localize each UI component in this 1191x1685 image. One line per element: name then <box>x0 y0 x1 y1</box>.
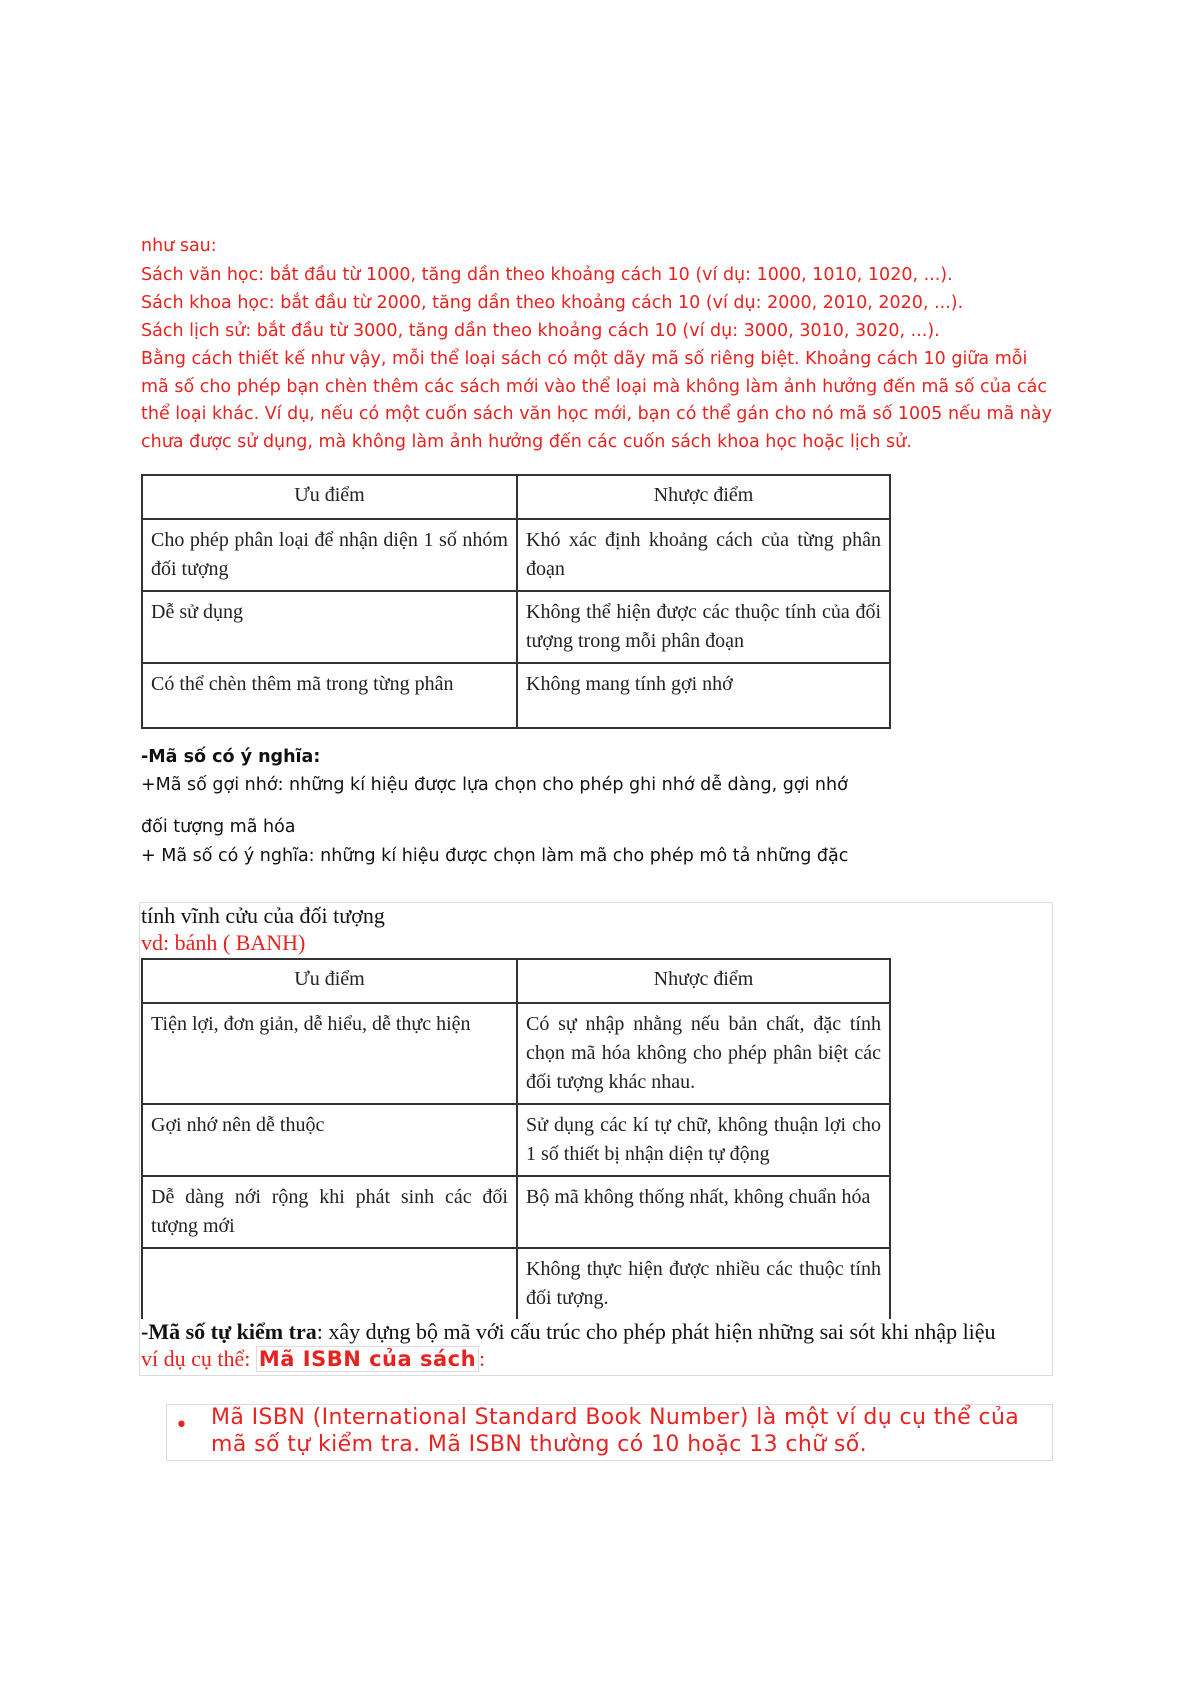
table-row <box>142 591 890 663</box>
isbn-highlight: Mã ISBN của sách <box>256 1346 479 1372</box>
table-cell: Dễ dàng nới rộng khi phát sinh các đối tượng mới <box>142 1176 517 1248</box>
example-banh: vd: bánh ( BANH) <box>141 930 306 955</box>
table-cell: Không thực hiện được nhiều các thuộc tính đối tượng. <box>517 1248 890 1320</box>
table-row <box>142 663 890 728</box>
meaningful-line-cont: tính vĩnh cửu của đối tượng <box>141 903 385 928</box>
intro-lead: như sau: <box>141 236 217 256</box>
table-cell: Khó xác định khoảng cách của từng phân đoạn <box>517 519 890 591</box>
table-row <box>142 519 890 591</box>
table-row <box>142 1104 890 1176</box>
table-cell: Có thể chèn thêm mã trong từng phân <box>142 663 517 728</box>
selfcheck-definition: : xây dựng bộ mã với cấu trúc cho phép phát hiện những sai sót khi nhập liệu <box>316 1319 996 1344</box>
intro-item-literature: Sách văn học: bắt đầu từ 1000, tăng dần theo khoảng cách 10 (ví dụ: 1000, 1010, 1020, ...). <box>141 265 953 285</box>
mnemonic-line-cont: đối tượng mã hóa <box>141 817 296 837</box>
table-header-pros: Ưu điểm <box>142 959 517 1003</box>
intro-item-history: Sách lịch sử: bắt đầu từ 3000, tăng dần theo khoảng cách 10 (ví dụ: 3000, 3010, 3020, ...). <box>141 321 940 341</box>
mnemonic-line: +Mã số gợi nhớ: những kí hiệu được lựa chọn cho phép ghi nhớ dễ dàng, gợi nhớ <box>141 775 848 795</box>
meaningful-heading: -Mã số có ý nghĩa: <box>141 747 321 767</box>
table-cell: Bộ mã không thống nhất, không chuẩn hóa <box>517 1176 890 1248</box>
selfcheck-line <box>141 1319 996 1345</box>
table-header-row <box>142 475 890 519</box>
table-cell: Cho phép phân loại để nhận diện 1 số nhóm đối tượng <box>142 519 517 591</box>
table-cell: Sử dụng các kí tự chữ, không thuận lợi cho 1 số thiết bị nhận diện tự động <box>517 1104 890 1176</box>
pros-cons-table-2 <box>141 958 891 1321</box>
intro-paragraph: Bằng cách thiết kế như vậy, mỗi thể loại sách có một dãy mã số riêng biệt. Khoảng cách 10 giữa mỗi mã số cho phép bạn chèn thêm các sách mới vào thể loại mà không làm ảnh hưởng đến mã số của các thể loại khác. Ví dụ, nếu có một cuốn sách văn học mới, bạn có thể gán cho nó mã số 1005 nếu mã này chưa được sử dụng, mà không làm ảnh hưởng đến các cuốn sách khoa học hoặc lịch sử. <box>141 349 1052 452</box>
table-header-cons: Nhược điểm <box>517 475 890 519</box>
table-cell: Không thể hiện được các thuộc tính của đối tượng trong mỗi phân đoạn <box>517 591 890 663</box>
example-suffix: : <box>479 1346 486 1371</box>
table-header-row <box>142 959 890 1003</box>
table-cell: Tiện lợi, đơn giản, dễ hiểu, dễ thực hiện <box>142 1003 517 1104</box>
table-cell <box>142 1248 517 1320</box>
table-cell: Không mang tính gợi nhớ <box>517 663 890 728</box>
isbn-bullet-text: Mã ISBN (International Standard Book Number) là một ví dụ cụ thể của mã số tự kiểm tra. Mã ISBN thường có 10 hoặc 13 chữ số. <box>211 1405 1020 1457</box>
table-row <box>142 1176 890 1248</box>
intro-item-science: Sách khoa học: bắt đầu từ 2000, tăng dần theo khoảng cách 10 (ví dụ: 2000, 2010, 2020, ...). <box>141 293 964 313</box>
table-header-pros: Ưu điểm <box>142 475 517 519</box>
meaningful-line: + Mã số có ý nghĩa: những kí hiệu được chọn làm mã cho phép mô tả những đặc <box>141 846 849 866</box>
table-cell: Gợi nhớ nên dễ thuộc <box>142 1104 517 1176</box>
table-cell: Dễ sử dụng <box>142 591 517 663</box>
example-prefix: ví dụ cụ thể: <box>141 1346 256 1371</box>
bullet-dot-icon: • <box>175 1413 188 1438</box>
table-row <box>142 1003 890 1104</box>
selfcheck-term: -Mã số tự kiểm tra <box>141 1319 317 1344</box>
table-header-cons: Nhược điểm <box>517 959 890 1003</box>
selfcheck-example <box>141 1346 485 1372</box>
table-row <box>142 1248 890 1320</box>
table-cell: Có sự nhập nhằng nếu bản chất, đặc tính chọn mã hóa không cho phép phân biệt các đối tượng khác nhau. <box>517 1003 890 1104</box>
pros-cons-table-1 <box>141 474 891 729</box>
